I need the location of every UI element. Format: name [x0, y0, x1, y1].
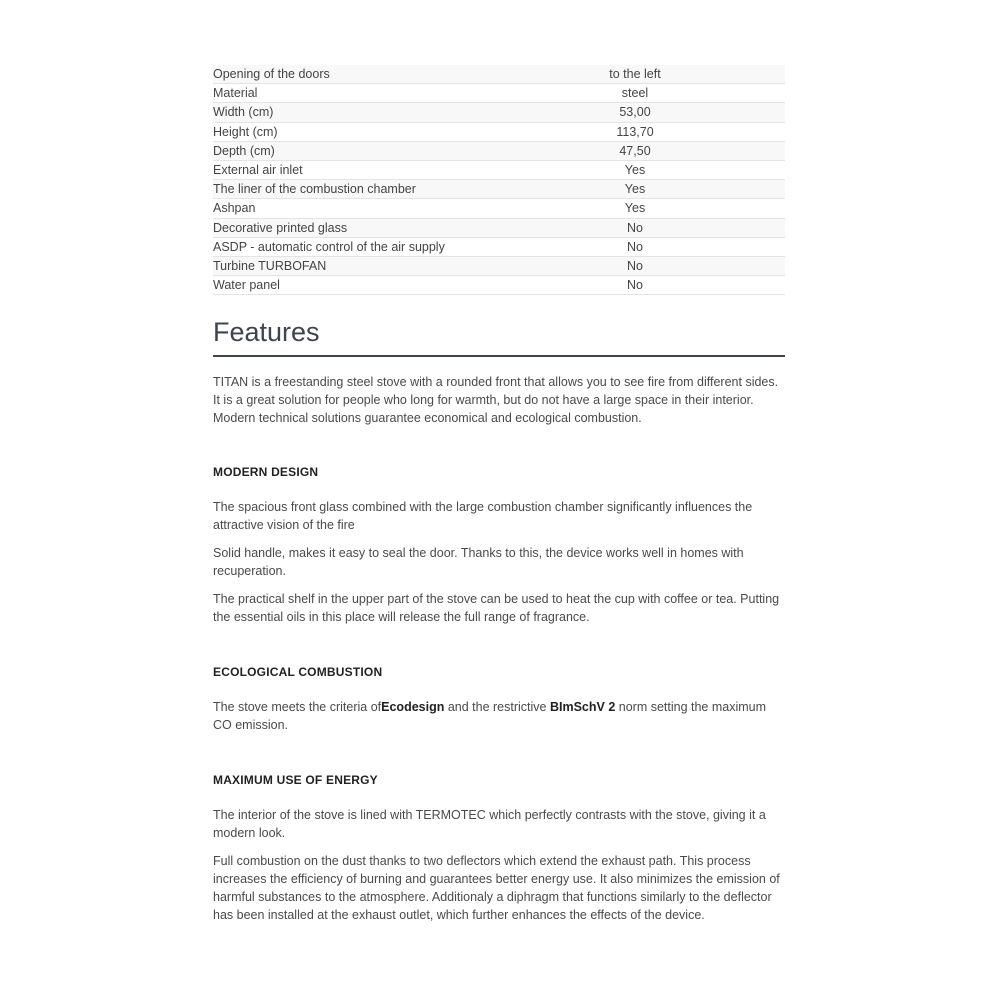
spec-label: ASDP - automatic control of the air supply — [213, 237, 543, 256]
ecological-combustion-heading: ECOLOGICAL COMBUSTION — [213, 665, 383, 680]
table-row — [213, 199, 785, 218]
spec-value: Yes — [543, 180, 785, 199]
spec-label: Decorative printed glass — [213, 218, 543, 237]
ecodesign-term: Ecodesign — [381, 700, 445, 715]
ecological-combustion-paragraph — [213, 698, 785, 734]
spec-value: 53,00 — [543, 103, 785, 122]
table-row — [213, 256, 785, 275]
product-description — [213, 65, 785, 924]
table-row — [213, 65, 785, 84]
spec-label: Height (cm) — [213, 122, 543, 141]
table-row — [213, 103, 785, 122]
table-row — [213, 141, 785, 160]
energy-heading: MAXIMUM USE OF ENERGY — [213, 773, 378, 788]
text-segment: and the restrictive — [444, 700, 550, 715]
text-segment: norm setting the maximum CO emission. — [213, 700, 767, 733]
spec-value: steel — [543, 84, 785, 103]
modern-design-paragraph: Solid handle, makes it easy to seal the door. Thanks to this, the device works well in homes with recuperation. — [213, 546, 744, 579]
energy-paragraph: Full combustion on the dust thanks to two deflectors which extend the exhaust path. This process increases the efficiency of burning and guarantees better energy use. It also minimizes the emission of harmful substances to the atmosphere. Additionaly a diphragm that functions similarly to the deflector has been installed at the exhaust outlet, which further enhances the effects of the device. — [213, 854, 780, 923]
modern-design-paragraph: The spacious front glass combined with the large combustion chamber significantly influences the attractive vision of the fire — [213, 500, 753, 533]
specifications-table — [213, 65, 785, 295]
modern-design-paragraph: The practical shelf in the upper part of the stove can be used to heat the cup with coffee or tea. Putting the essential oils in this place will release the full range of fragrance. — [213, 592, 780, 625]
table-row — [213, 122, 785, 141]
spec-label: Ashpan — [213, 199, 543, 218]
table-row — [213, 180, 785, 199]
spec-value: Yes — [543, 160, 785, 179]
table-row — [213, 218, 785, 237]
spec-value: 113,70 — [543, 122, 785, 141]
table-row — [213, 237, 785, 256]
spec-label: Opening of the doors — [213, 65, 543, 84]
spec-label: External air inlet — [213, 160, 543, 179]
spec-value: Yes — [543, 199, 785, 218]
table-row — [213, 276, 785, 295]
spec-label: Water panel — [213, 276, 543, 295]
features-heading: Features — [213, 315, 785, 357]
spec-label: Width (cm) — [213, 103, 543, 122]
table-row — [213, 160, 785, 179]
spec-value: No — [543, 256, 785, 275]
spec-value: No — [543, 218, 785, 237]
modern-design-heading: MODERN DESIGN — [213, 465, 319, 480]
spec-label: Turbine TURBOFAN — [213, 256, 543, 275]
spec-value: No — [543, 276, 785, 295]
spec-label: Depth (cm) — [213, 141, 543, 160]
spec-value: No — [543, 237, 785, 256]
spec-value: to the left — [543, 65, 785, 84]
spec-label: Material — [213, 84, 543, 103]
spec-label: The liner of the combustion chamber — [213, 180, 543, 199]
text-segment: The stove meets the criteria of — [213, 700, 382, 715]
spec-value: 47,50 — [543, 141, 785, 160]
energy-paragraph: The interior of the stove is lined with TERMOTEC which perfectly contrasts with the stove, giving it a modern look. — [213, 808, 766, 841]
bimschv-term: BImSchV 2 — [549, 700, 616, 715]
features-intro: TITAN is a freestanding steel stove with a rounded front that allows you to see fire from different sides. It is a great solution for people who long for warmth, but do not have a large space in their interior. Modern technical solutions guarantee economical and ecological combustion. — [213, 375, 779, 426]
table-row — [213, 84, 785, 103]
